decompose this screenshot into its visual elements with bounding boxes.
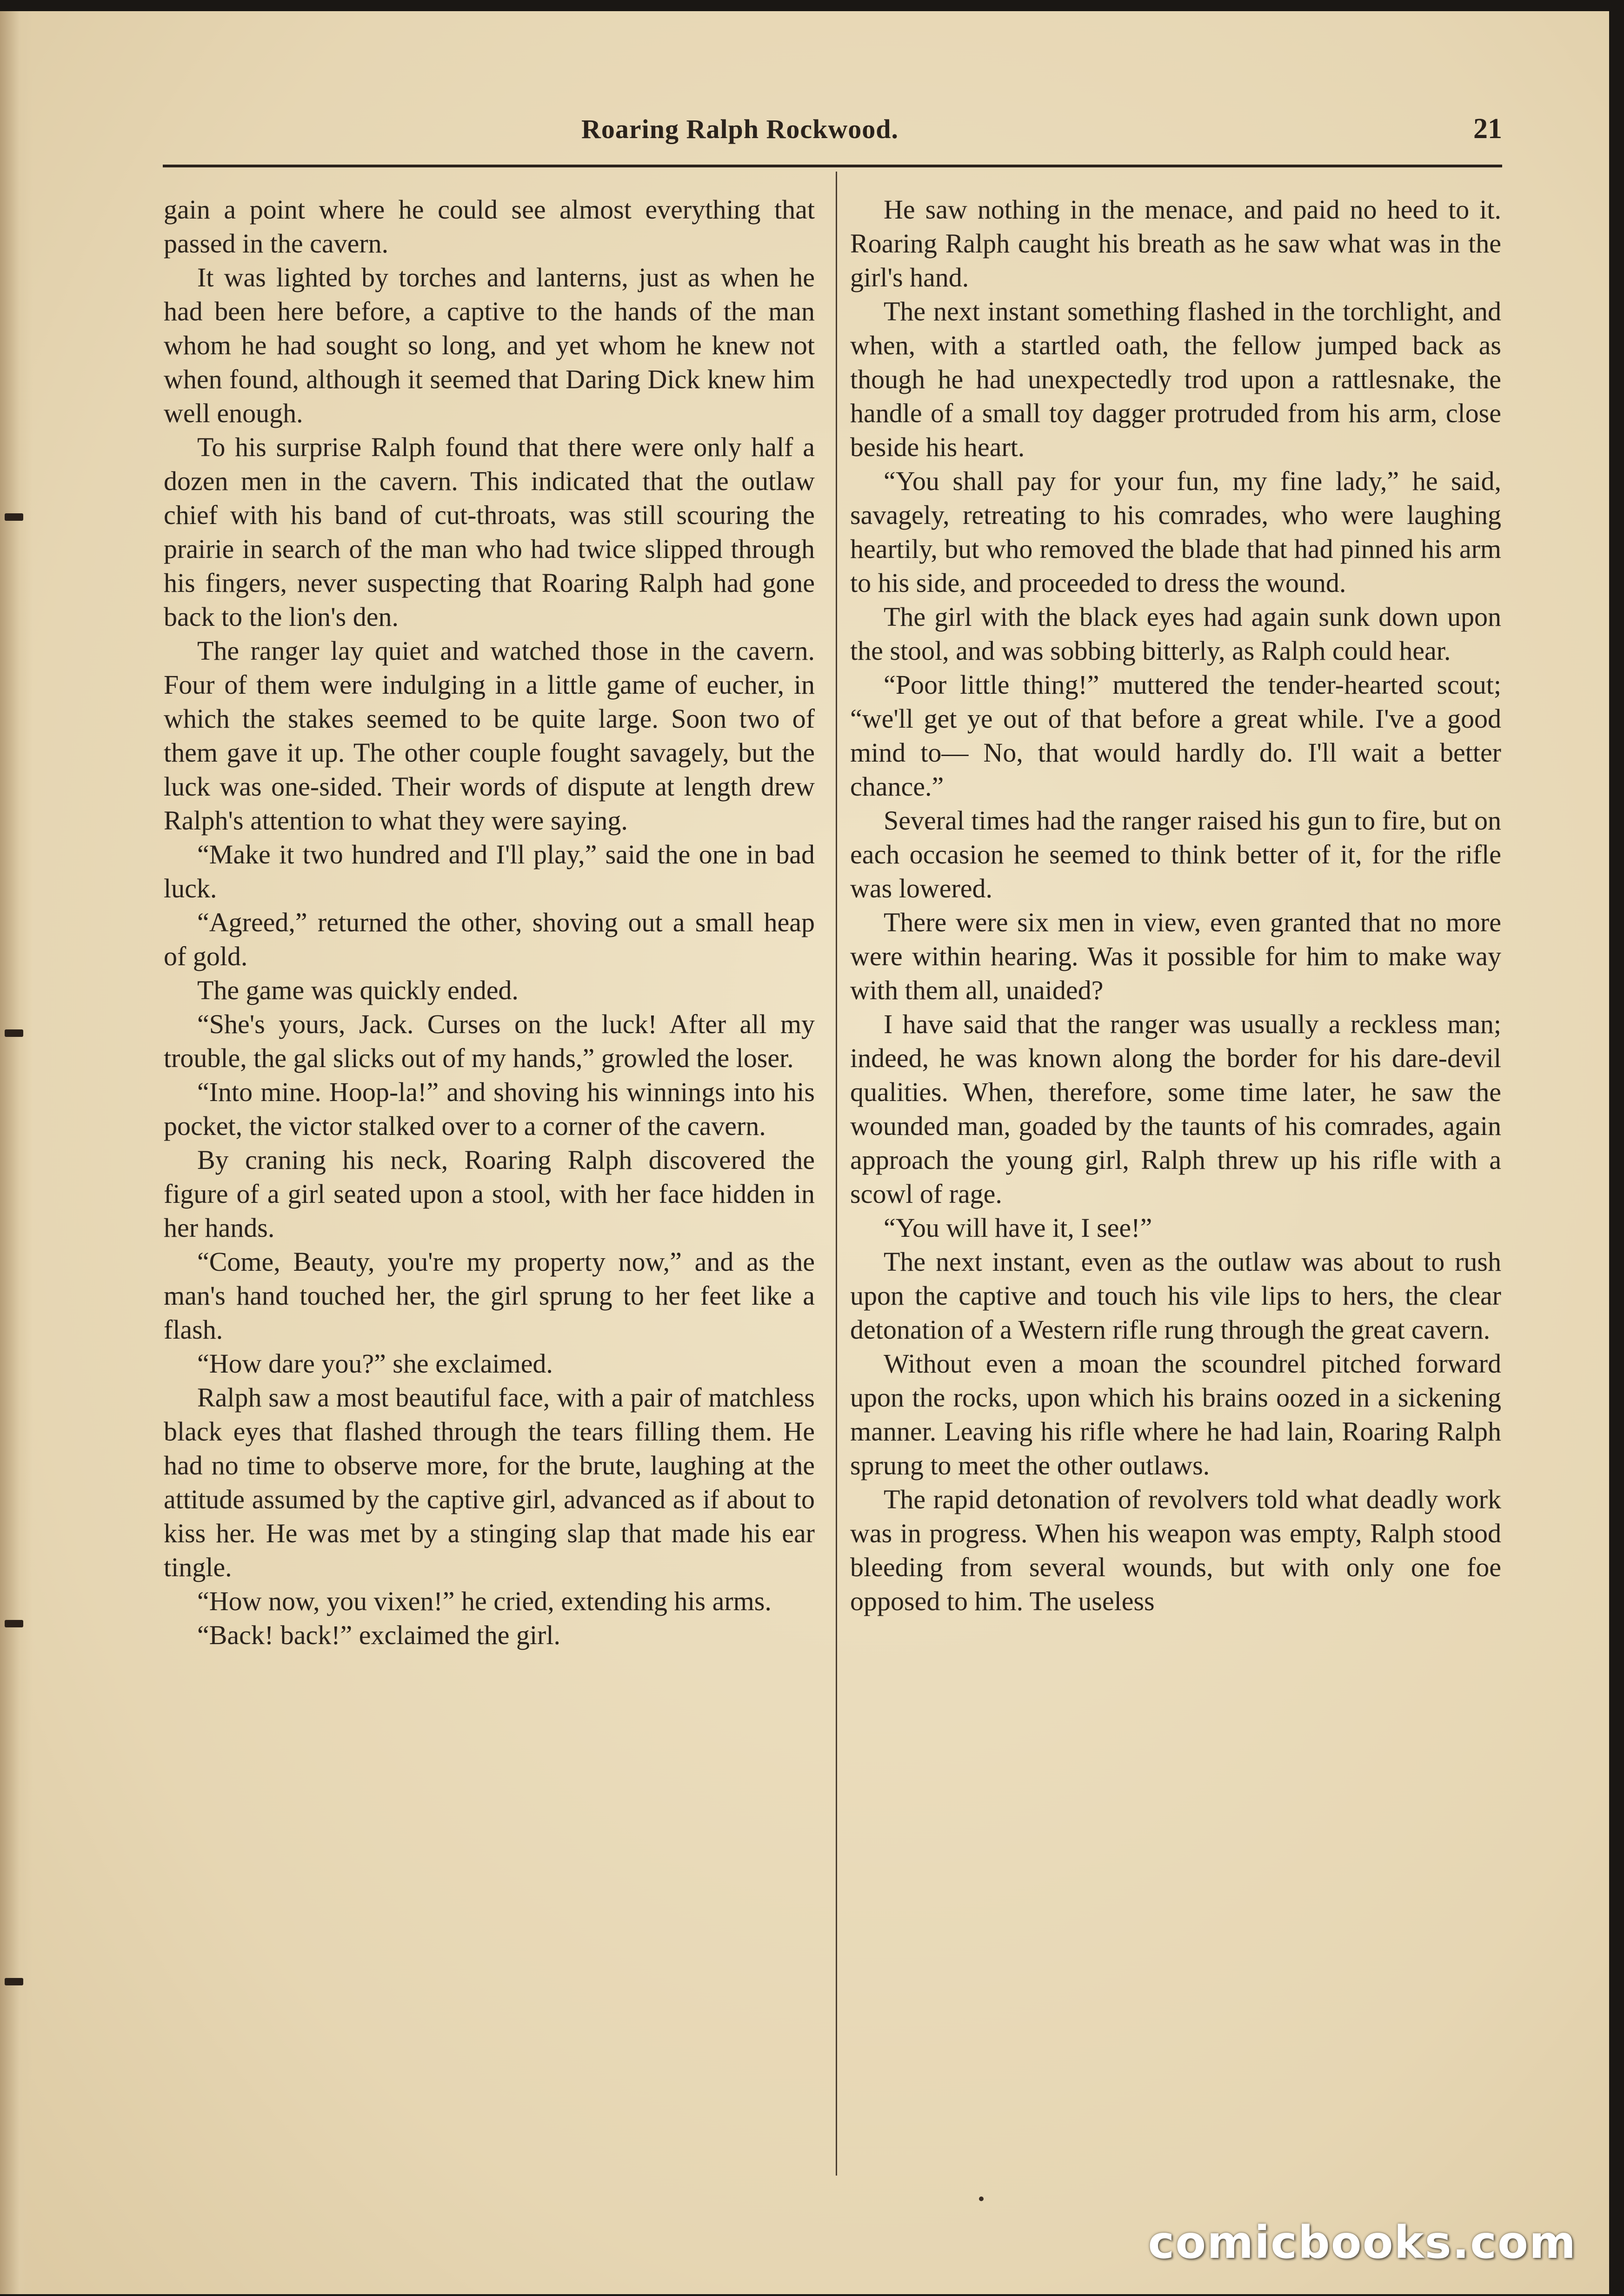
paragraph: Ralph saw a most beautiful face, with a pair of matchless black eyes that flashed through the tears filling them. He had no time to observe more, for the brute, laughing at the attitude assumed by the captive girl, advanced as if about to kiss her. He was met by a stinging slap that made his ear tingle. [164, 1382, 815, 1582]
binding-staple-mark [5, 1029, 23, 1037]
header-rule [163, 165, 1502, 167]
left-text-column [164, 192, 815, 2173]
paragraph: I have said that the ranger was usually a reckless man; indeed, he was known along the border for his dare-devil qualities. When, therefore, some time later, he saw the wounded man, goaded by the taunts of his comrades, again approach the young girl, Ralph threw up his rifle with a scowl of rage. [850, 1009, 1501, 1209]
paragraph: The ranger lay quiet and watched those in the cavern. Four of them were indulging in a little game of eucher, in which the stakes seemed to be quite large. Soon two of them gave it up. The other couple fought savagely, but the luck was one-sided. Their words of dispute at length drew Ralph's attention to what they were saying. [164, 636, 815, 836]
paragraph: “Into mine. Hoop-la!” and shoving his winnings into his pocket, the victor stalked over to a corner of the cavern. [164, 1077, 815, 1141]
column-divider [836, 172, 837, 2176]
paragraph: “Come, Beauty, you're my property now,” and as the man's hand touched her, the girl sprung to her feet like a flash. [164, 1247, 815, 1345]
print-speck [979, 2196, 984, 2201]
binding-staple-mark [5, 513, 23, 521]
paragraph: The next instant, even as the outlaw was about to rush upon the captive and touch his vile lips to hers, the clear detonation of a Western rifle rung through the great cavern. [850, 1247, 1501, 1345]
paragraph: “Make it two hundred and I'll play,” said the one in bad luck. [164, 839, 815, 903]
page-number: 21 [1473, 113, 1502, 145]
paragraph: The next instant something flashed in the torchlight, and when, with a startled oath, the fellow jumped back as though he had unexpectedly trod upon a rattlesnake, the handle of a small toy dagger protruded from his arm, close beside his heart. [850, 296, 1501, 462]
paragraph: He saw nothing in the menace, and paid no heed to it. Roaring Ralph caught his breath as he saw what was in the girl's hand. [850, 194, 1501, 292]
paragraph: “How now, you vixen!” he cried, extending his arms. [197, 1586, 772, 1616]
site-watermark: comicbooks.com [1148, 2216, 1577, 2269]
running-title: Roaring Ralph Rockwood. [581, 114, 899, 144]
paragraph: The game was quickly ended. [197, 975, 519, 1005]
paragraph: There were six men in view, even granted that no more were within hearing. Was it possible for him to make way with them all, unaided? [850, 907, 1501, 1005]
binding-staple-mark [5, 1978, 23, 1985]
page-header [163, 104, 1502, 155]
paragraph: “Back! back!” exclaimed the girl. [197, 1620, 560, 1650]
paragraph: By craning his neck, Roaring Ralph discovered the figure of a girl seated upon a stool, with her face hidden in her hands. [164, 1145, 815, 1243]
paragraph: “She's yours, Jack. Curses on the luck! After all my trouble, the gal slicks out of my hands,” growled the loser. [164, 1009, 815, 1073]
paragraph: The girl with the black eyes had again sunk down upon the stool, and was sobbing bitterly, as Ralph could hear. [850, 602, 1501, 666]
paragraph: “You will have it, I see!” [884, 1213, 1152, 1243]
paragraph: To his surprise Ralph found that there were only half a dozen men in the cavern. This indicated that the outlaw chief with his band of cut-throats, was still scouring the prairie in search of the man who had twice slipped through his fingers, never suspecting that Roaring Ralph had gone back to the lion's den. [164, 432, 815, 632]
paragraph: “How dare you?” she exclaimed. [197, 1348, 553, 1379]
paragraph: Several times had the ranger raised his gun to fire, but on each occasion he seemed to think better of it, for the rifle was lowered. [850, 805, 1501, 903]
paragraph: gain a point where he could see almost everything that passed in the cavern. [164, 194, 815, 259]
paragraph: Without even a moan the scoundrel pitched forward upon the rocks, upon which his brains oozed in a sickening manner. Leaving his rifle where he had lain, Roaring Ralph sprung to meet the other outlaws. [850, 1348, 1501, 1480]
magazine-page [0, 11, 1609, 2294]
paragraph: The rapid detonation of revolvers told what deadly work was in progress. When his weapon was empty, Ralph stood bleeding from several wounds, but with only one foe opposed to him. The useless [850, 1484, 1501, 1616]
right-text-column [850, 192, 1501, 2173]
paragraph: “Poor little thing!” muttered the tender-hearted scout; “we'll get ye out of that before a great while. I've a good mind to— No, that would hardly do. I'll wait a better chance.” [850, 670, 1501, 802]
paragraph: “Agreed,” returned the other, shoving out a small heap of gold. [164, 907, 815, 971]
page-binding-edge [0, 11, 33, 2294]
binding-staple-mark [5, 1620, 23, 1627]
paragraph: It was lighted by torches and lanterns, just as when he had been here before, a captive to the hands of the man whom he had sought so long, and yet whom he knew not when found, although it seemed that Daring Dick knew him well enough. [164, 262, 815, 428]
paragraph: “You shall pay for your fun, my fine lady,” he said, savagely, retreating to his comrades, who were laughing heartily, but who removed the blade that had pinned his arm to his side, and proceeded to dress the wound. [850, 466, 1501, 598]
